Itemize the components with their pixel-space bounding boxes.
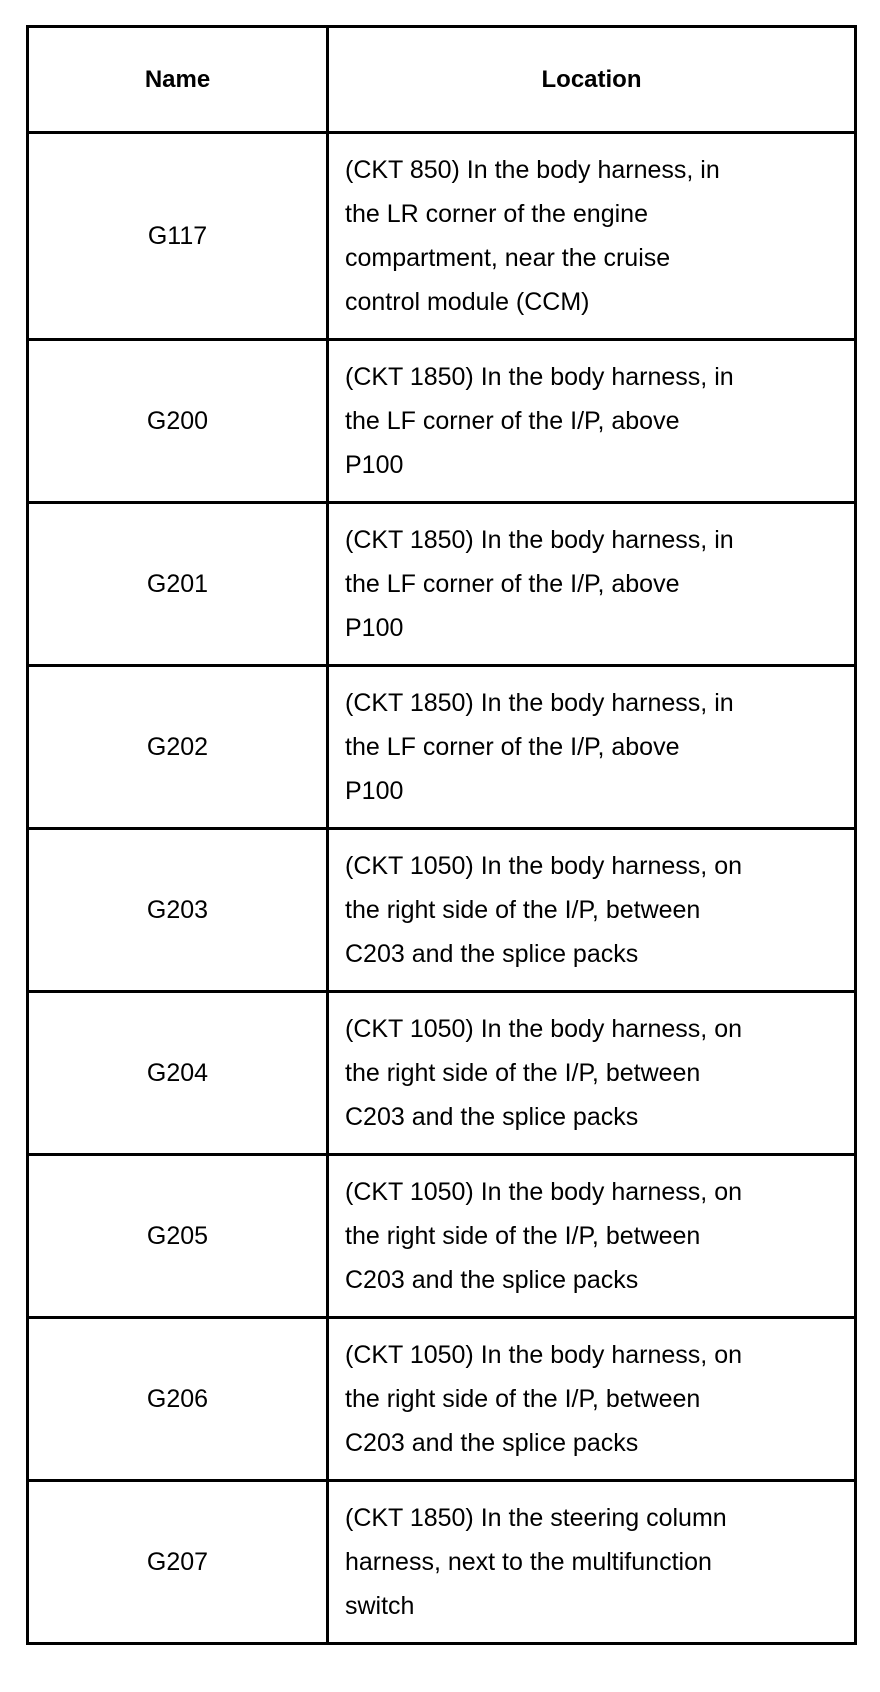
header-location: Location (328, 27, 856, 133)
location-line: P100 (345, 451, 404, 479)
table-body (28, 133, 856, 1644)
location-line: (CKT 1850) In the body harness, in (345, 363, 734, 391)
location-line: (CKT 1050) In the body harness, on (345, 1341, 742, 1369)
location-line: the right side of the I/P, between (345, 1385, 701, 1413)
ground-name-cell: G200 (28, 340, 328, 503)
location-line: the LF corner of the I/P, above (345, 570, 680, 598)
ground-location-cell (328, 340, 856, 503)
table-row (28, 503, 856, 666)
ground-location-cell (328, 1155, 856, 1318)
ground-name-cell: G204 (28, 992, 328, 1155)
table-row (28, 829, 856, 992)
ground-location-cell (328, 133, 856, 340)
location-line: C203 and the splice packs (345, 1429, 639, 1457)
location-line: switch (345, 1592, 415, 1620)
table-row (28, 1318, 856, 1481)
ground-name-cell: G117 (28, 133, 328, 340)
ground-location-cell (328, 1318, 856, 1481)
location-line: (CKT 1850) In the steering column (345, 1504, 727, 1532)
ground-location-cell (328, 992, 856, 1155)
location-line: compartment, near the cruise (345, 244, 671, 272)
table-row (28, 1481, 856, 1644)
location-line: P100 (345, 614, 404, 642)
location-line: the LF corner of the I/P, above (345, 733, 680, 761)
ground-name-cell: G202 (28, 666, 328, 829)
ground-name-cell: G207 (28, 1481, 328, 1644)
location-line: (CKT 1050) In the body harness, on (345, 852, 742, 880)
ground-locations-table-wrapper (26, 25, 854, 1645)
ground-name-cell: G203 (28, 829, 328, 992)
location-line: the right side of the I/P, between (345, 896, 701, 924)
table-header (28, 27, 856, 133)
ground-location-cell (328, 829, 856, 992)
location-line: control module (CCM) (345, 288, 590, 316)
ground-locations-table (26, 25, 857, 1645)
location-line: C203 and the splice packs (345, 1103, 639, 1131)
location-line: the right side of the I/P, between (345, 1059, 701, 1087)
ground-name-cell: G201 (28, 503, 328, 666)
location-line: (CKT 1850) In the body harness, in (345, 689, 734, 717)
location-line: C203 and the splice packs (345, 1266, 639, 1294)
ground-name-cell: G205 (28, 1155, 328, 1318)
location-line: harness, next to the multifunction (345, 1548, 712, 1576)
location-line: the LR corner of the engine (345, 200, 648, 228)
table-row (28, 340, 856, 503)
table-row (28, 666, 856, 829)
location-line: (CKT 1850) In the body harness, in (345, 526, 734, 554)
table-row (28, 992, 856, 1155)
ground-location-cell (328, 1481, 856, 1644)
table-row (28, 1155, 856, 1318)
location-line: the LF corner of the I/P, above (345, 407, 680, 435)
ground-location-cell (328, 503, 856, 666)
table-row (28, 133, 856, 340)
location-line: (CKT 1050) In the body harness, on (345, 1178, 742, 1206)
location-line: (CKT 850) In the body harness, in (345, 156, 720, 184)
location-line: (CKT 1050) In the body harness, on (345, 1015, 742, 1043)
location-line: P100 (345, 777, 404, 805)
ground-location-cell (328, 666, 856, 829)
location-line: C203 and the splice packs (345, 940, 639, 968)
location-line: the right side of the I/P, between (345, 1222, 701, 1250)
ground-name-cell: G206 (28, 1318, 328, 1481)
header-name: Name (28, 27, 328, 133)
header-row (28, 27, 856, 133)
